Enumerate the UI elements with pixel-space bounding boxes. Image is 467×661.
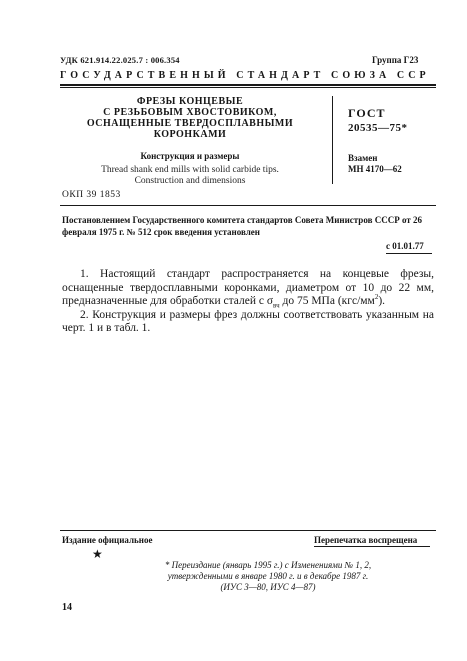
replaces-label: Взамен [348, 153, 378, 163]
subtitle-english-line: Construction and dimensions [134, 175, 246, 186]
footnote-line: (ИУС 3—80, ИУС 4—87) [220, 582, 316, 592]
subtitle-english-line: Thread shank end mills with solid carbide tips. [101, 165, 279, 175]
title-divider [332, 96, 333, 184]
paragraph-text: ). [378, 295, 386, 307]
title-line: ФРЕЗЫ КОНЦЕВЫЕ [136, 96, 244, 107]
paragraph-1 [62, 268, 434, 309]
header-rule-top [60, 84, 436, 86]
header-rule-bottom [60, 87, 436, 88]
paragraph-2: 2. Конструкция и размеры фрез должны соответствовать указанным на черт. 1 и в табл. 1. [62, 308, 434, 334]
title-block [60, 96, 320, 186]
standard-header: ГОСУДАРСТВЕННЫЙ СТАНДАРТ СОЮЗА ССР [60, 70, 430, 81]
title-line: С РЕЗЬБОВЫМ ХВОСТОВИКОМ, [103, 107, 277, 118]
effective-date: с 01.01.77 [386, 241, 424, 251]
superscript: 2 [374, 293, 379, 302]
group-code: Группа Г23 [372, 55, 419, 65]
star-icon: ★ [92, 547, 103, 561]
gost-label: ГОСТ [348, 106, 386, 120]
document-title [60, 96, 320, 140]
footnote [108, 560, 428, 593]
subscript: вч [273, 301, 280, 310]
subtitle-russian: Конструкция и размеры [140, 151, 240, 161]
official-edition-label: Издание официальное [62, 535, 153, 545]
replaces-value: МН 4170—62 [348, 164, 402, 174]
title-line: КОРОНКАМИ [153, 129, 227, 140]
gost-block [348, 106, 438, 174]
udk-code: УДК 621.914.22.025.7 : 006.354 [60, 55, 180, 65]
paragraph-text: до 75 МПа (кгс/мм [279, 295, 375, 307]
subtitle-english [60, 165, 320, 186]
title-line: ОСНАЩЕННЫЕ ТВЕРДОСПЛАВНЫМИ [86, 118, 294, 129]
gost-number: 20535—75* [348, 122, 408, 134]
page-number: 14 [62, 602, 72, 613]
reprint-underline [314, 546, 430, 547]
footer-rule [60, 530, 436, 531]
decree-text: Постановлением Государственного комитета стандартов Совета Министров СССР от 26 февраля 1975 г. № 512 срок введения установлен [62, 215, 422, 237]
reprint-prohibited-label: Перепечатка воспрещена [314, 535, 418, 545]
okp-code: ОКП 39 1853 [62, 190, 121, 200]
body-text [62, 268, 434, 336]
footnote-line: * Переиздание (январь 1995 г.) с Изменениями № 1, 2, [164, 560, 372, 570]
paragraph-text: 1. Настоящий стандарт распространяется на концевые фрезы, оснащенные твердосплавными коронками, диаметром от 10 до 22 мм, предназначенные для обработки сталей с σ [62, 268, 434, 307]
footnote-line: утвержденными в январе 1980 г. и в декабре 1987 г. [167, 571, 369, 581]
date-underline [386, 253, 432, 254]
section-rule [60, 205, 436, 206]
